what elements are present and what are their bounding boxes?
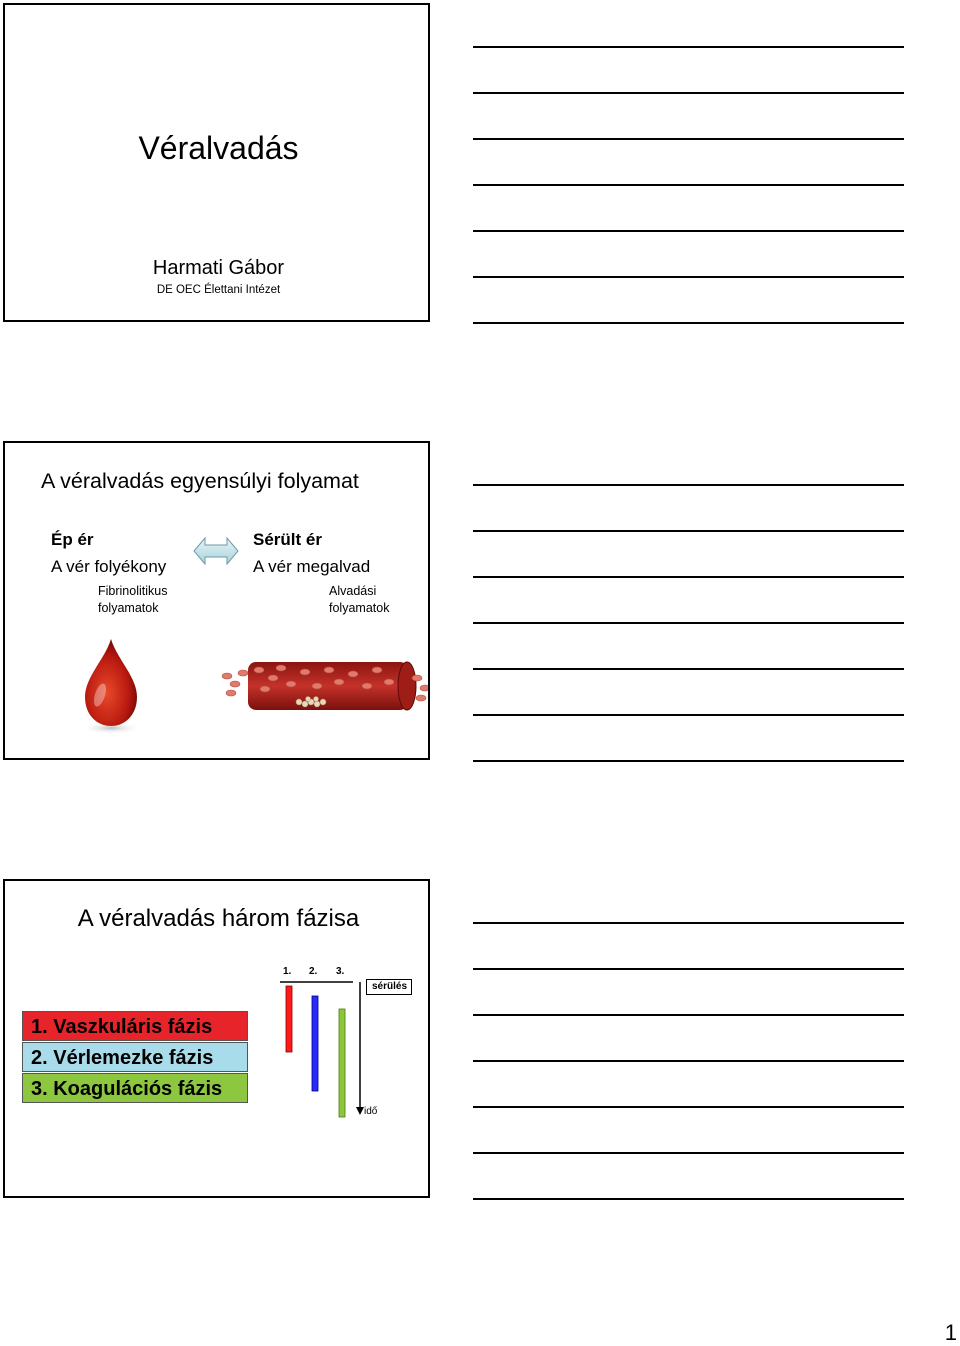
note-line	[473, 968, 904, 970]
coagulation-label-line2: folyamatok	[329, 601, 390, 615]
bar-label-3: 3.	[336, 966, 345, 977]
note-line	[473, 1060, 904, 1062]
slide-2	[3, 441, 430, 760]
note-line	[473, 1014, 904, 1016]
phase-vascular: 1. Vaszkuláris fázis	[22, 1011, 248, 1041]
phase-coagulation: 3. Koagulációs fázis	[22, 1073, 248, 1103]
note-line	[473, 576, 904, 578]
coagulation-label-line1: Alvadási	[329, 584, 377, 598]
page-number: 1	[944, 1320, 957, 1345]
note-line	[473, 484, 904, 486]
fibrinolytic-label-line2: folyamatok	[98, 601, 159, 615]
double-arrow-icon	[193, 536, 239, 566]
healthy-vessel-heading: Ép ér	[51, 530, 94, 549]
bar-label-1: 1.	[283, 966, 292, 977]
author-name: Harmati Gábor	[152, 257, 285, 279]
note-line	[473, 92, 904, 94]
slide-1-title: Véralvadás	[138, 130, 299, 166]
note-line	[473, 138, 904, 140]
blood-vessel-icon	[221, 656, 430, 718]
slide-3	[3, 879, 430, 1198]
note-line	[473, 46, 904, 48]
slide-1	[3, 3, 430, 322]
note-line	[473, 1198, 904, 1200]
note-line	[473, 184, 904, 186]
time-axis-label: idő	[364, 1106, 378, 1117]
slide-3-title: A véralvadás három fázisa	[77, 905, 360, 932]
slide-2-title: A véralvadás egyensúlyi folyamat	[41, 469, 359, 493]
note-line	[473, 1152, 904, 1154]
note-line	[473, 276, 904, 278]
fibrinolytic-label-line1: Fibrinolitikus	[98, 584, 168, 598]
note-line	[473, 668, 904, 670]
note-line	[473, 1106, 904, 1108]
note-line	[473, 530, 904, 532]
phase-timeline-diagram	[275, 981, 385, 1121]
blood-drop-icon	[71, 625, 151, 737]
note-line	[473, 322, 904, 324]
injury-label: sérülés	[366, 979, 412, 995]
injured-vessel-heading: Sérült ér	[253, 530, 322, 549]
phase-platelet: 2. Vérlemezke fázis	[22, 1042, 248, 1072]
note-line	[473, 230, 904, 232]
note-line	[473, 760, 904, 762]
note-line	[473, 622, 904, 624]
fluid-blood-text: A vér folyékony	[51, 557, 167, 576]
note-line	[473, 922, 904, 924]
bar-label-2: 2.	[309, 966, 318, 977]
clotting-blood-text: A vér megalvad	[253, 557, 371, 576]
note-line	[473, 714, 904, 716]
institute-name: DE OEC Élettani Intézet	[156, 284, 281, 296]
